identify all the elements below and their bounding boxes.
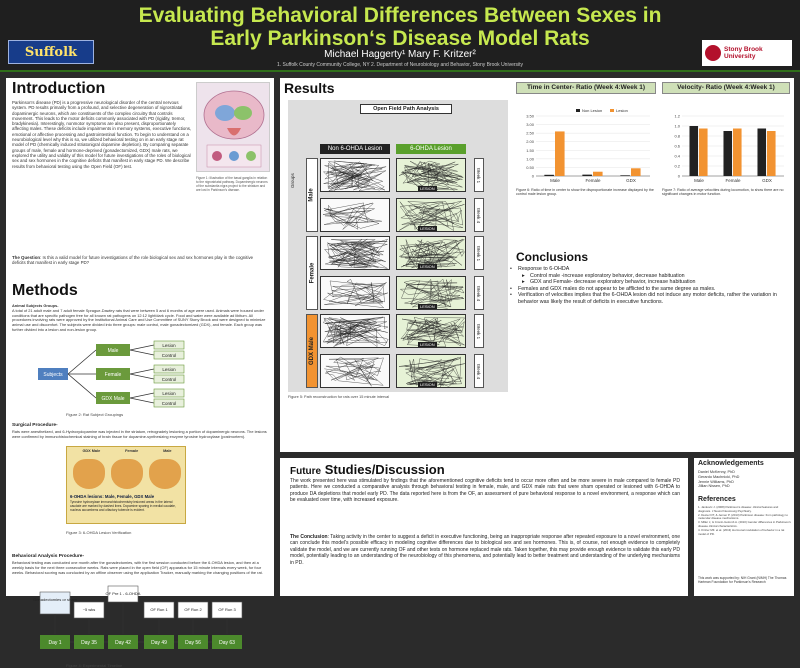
bar bbox=[699, 129, 708, 177]
future-paragraph-2 bbox=[290, 534, 680, 566]
rat-path bbox=[324, 161, 387, 191]
timeline-day-label: Day 56 bbox=[185, 640, 201, 646]
bar bbox=[723, 131, 732, 176]
rat-path bbox=[323, 317, 388, 347]
references-list bbox=[698, 506, 792, 536]
future-heading-word: Future bbox=[290, 466, 322, 477]
ack-name: Gerardo Machnicki, PhD bbox=[698, 474, 740, 479]
figure-7-caption: Figure 7: Ratio of average velocities during locomotion, to show there are no significant changes in motor function. bbox=[662, 188, 784, 197]
open-field-arena bbox=[320, 198, 390, 232]
bar bbox=[582, 175, 592, 176]
week-label: Week 4 bbox=[474, 354, 484, 388]
y-tick-label: 1.2 bbox=[674, 113, 680, 119]
y-tick-label: 2.00 bbox=[526, 139, 534, 145]
ack-name: Jillian Nissen, PhD bbox=[698, 484, 730, 489]
y-tick-label: 1.0 bbox=[674, 123, 680, 129]
suffolk-logo: Suffolk bbox=[8, 40, 94, 64]
time-in-center-chart bbox=[516, 82, 656, 226]
x-tick-label: Female bbox=[725, 178, 741, 183]
legend-label: Non Lesion bbox=[582, 108, 603, 113]
y-tick-label: 0.50 bbox=[526, 164, 534, 170]
column-header-non-lesion: Non 6-OHDA Lesion bbox=[320, 144, 390, 154]
open-field-arena bbox=[320, 276, 390, 310]
bar bbox=[631, 168, 641, 176]
question-text bbox=[12, 255, 267, 266]
subjects-label: Animal Subjects Groups- bbox=[12, 303, 59, 308]
lesion-label-male: Male bbox=[163, 449, 172, 453]
bar bbox=[757, 129, 766, 177]
groups-axis-label: Groups bbox=[290, 173, 295, 188]
left-panel bbox=[6, 78, 274, 668]
reference-item: 3. Miller J, & Cronin-Golomb A. (2010) Gender differences in Parkinson's disease clinical characteristics. bbox=[698, 520, 791, 528]
y-tick-label: 2.50 bbox=[526, 130, 534, 136]
subjects-body: A total of 21 adult male and 7 adult female Sprague-Dawley rats that were between 5 and 6 months of age were used. Animals were housed under conditions that are specific pathogen free for all known rat pathogens on 12:12 light/dark cycle. Food and water were available ad libitum. All procedures involving rats were approved by the Institutional Animal Care and Use Committee of SUNY Stony Brook and were designed to minimize animal use and discomfort. The subjects were divided into three groups: male control, male gonadectomized (GDX), and female. Each group was further divided into a lesion and non-lesion group. bbox=[12, 307, 266, 332]
brain-section-image bbox=[111, 459, 143, 489]
open-field-arena bbox=[320, 314, 390, 348]
timeline-box-label: ~5 wks bbox=[82, 607, 96, 612]
chart-1-plot bbox=[516, 106, 656, 186]
conclusion-item: • Response to 6-OHDA bbox=[510, 266, 788, 273]
figure-5-caption: Figure 5: Path reconstruction for rats over 15 minute interval bbox=[288, 395, 390, 399]
poster-title bbox=[120, 4, 680, 50]
rat-path bbox=[324, 357, 383, 386]
intro-heading: Introduction bbox=[12, 80, 106, 97]
methods-heading: Methods bbox=[12, 282, 78, 299]
timeline-box-label: Gonadectomies or sham bbox=[33, 597, 77, 602]
lesion-tag: LESION bbox=[420, 342, 435, 347]
y-tick-label: 0 bbox=[531, 173, 534, 179]
intro-text: Parkinson's disease (PD) is a progressive neurological disorder of the central nervous system. PD results primarily from a profound, and selective degeneration of nigrostriatal dopaminergic neurons, which are constituents of the complex circuitry that controls movement. This leads to the motor deficits commonly associated with PD (rigidity, tremor, bradykinesia). Interestingly, nonmotor symptoms are also present, disproportionately affecting males. These deficits include impairments in memory systems, executive functions, emotional or affective processing and gastrointestinal function. To begin to understand on a neurobiological level why this is so, we utilized behavioral testing on in an early stage rat model of PD (chemically induced striatonigral dopamine depletion). By comparing separate groups of male, female and hormone-deprived (gonadectomized, GDX) male rats, we explored the utility and validity of this model for future investigations of the roles of biological sex and sex hormones in the cognitive deficits that manifest in early stage PD. We describe results from behavioral testing using the Open Field (OF) test. bbox=[12, 100, 192, 169]
conclusion-item: • Verification of velocities implies that the 6-OHDA lesion did not induce any motor deficits, rather the variation in behavior was likely the result of deficits in executive functions. bbox=[510, 292, 788, 305]
lesion-tag: LESION bbox=[420, 382, 435, 387]
group-leaf-label: Control bbox=[161, 377, 177, 382]
stony-brook-seal-icon bbox=[705, 45, 721, 61]
x-tick-label: Male bbox=[694, 178, 704, 183]
rat-path bbox=[325, 239, 388, 268]
chart-2-plot bbox=[662, 106, 790, 186]
y-tick-label: 0.2 bbox=[674, 163, 680, 169]
timeline-box-label: OF Run 1 bbox=[150, 607, 168, 612]
bar bbox=[593, 172, 603, 176]
group-node-label: Male bbox=[107, 348, 119, 354]
groups-root-label: Subjects bbox=[43, 372, 63, 378]
open-field-arena bbox=[320, 354, 390, 388]
bar bbox=[733, 129, 742, 177]
question-label: The Question bbox=[12, 255, 41, 260]
y-tick-label: 0.6 bbox=[674, 143, 680, 149]
week-label: Week 4 bbox=[474, 198, 484, 232]
y-tick-label: 1.50 bbox=[526, 147, 534, 153]
conclusions-list bbox=[510, 266, 788, 306]
lesion-verification-figure bbox=[66, 446, 186, 524]
conclusion-body: : Taking activity in the center to suggest a deficit in executive functioning, being an inappropriate response after repeated exposure to a novel environment, one can conclude this model's possible efficacy in modeling cognitive differences due to biological sex and sex hormones. This is, of course, not enough evidence to completely validate the model, and we are currently running OF and other tests on hormone replaced male rats. Taken together, this may provide enough evidence to validate this early PD model, potentially leading to an understanding of the neurobiology of this phenomena, and potentially lead to better treatment and understanding of the underlying mechanisms in PD. bbox=[290, 534, 681, 566]
week-label: Week 1 bbox=[474, 158, 484, 192]
subject-groups-diagram bbox=[36, 340, 236, 410]
figure-1-caption: Figure 1: Illustration of the basal ganglia in relation to the nigrostriatal pathway. Dopaminergic neurons of the substantia nigra project to the striatum and are lost in Parkinson's disease. bbox=[196, 176, 268, 192]
lesion-tag: LESION bbox=[420, 304, 435, 309]
reference-item: 4. Kritzer MF. et al. (2013) Hormonal modulation of behavior in a rat model of PD. bbox=[698, 527, 785, 536]
timeline-day-label: Day 63 bbox=[219, 640, 235, 646]
surgical-label: Surgical Procedure- bbox=[12, 423, 58, 428]
row-label-male: Male bbox=[306, 158, 318, 232]
x-tick-label: GDX bbox=[762, 178, 772, 183]
week-label: Week 4 bbox=[474, 276, 484, 310]
figure-2-caption: Figure 2: Rat Subject Groupings bbox=[66, 412, 124, 417]
timeline-box-label: OF Run 2 bbox=[184, 607, 202, 612]
affiliations: 1. Suffolk County Community College, NY 2. Department of Neurobiology and Behavior, Stony Brook University bbox=[276, 62, 524, 68]
support-text: This work was supported by: NIH Grant (NIMH) The Thomas Hartman Foundation for Parkinson's Research bbox=[698, 576, 787, 585]
week-label: Week 1 bbox=[474, 314, 484, 348]
subjects-text bbox=[12, 304, 267, 333]
basal-ganglia-figure bbox=[196, 82, 270, 172]
timeline-day-label: Day 49 bbox=[151, 640, 167, 646]
question-body: : Is this a valid model for future investigations of the role biological sex and sex hormones play in the cognitive deficits that manifest in early stage PD? bbox=[12, 255, 254, 266]
group-leaf-label: Control bbox=[161, 401, 177, 406]
references-heading: References bbox=[698, 496, 736, 503]
lesion-label-female: Female bbox=[125, 449, 139, 453]
bar bbox=[767, 131, 776, 176]
open-field-title: Open Field Path Analysis bbox=[360, 104, 452, 114]
conclusion-item: • Females and GDX males do not appear to be afflicted to the same degree as males. bbox=[510, 286, 788, 293]
brain-section-image bbox=[149, 459, 181, 489]
open-field-figure bbox=[288, 100, 508, 392]
bar bbox=[620, 175, 630, 176]
timeline-day-label: Day 35 bbox=[81, 640, 97, 646]
reference-item: 1. Jankovic J. (2008) Parkinson's disease: clinical features and diagnosis. J Neurol Neurosurg Psychiatry. bbox=[698, 505, 779, 513]
conclusions-heading: Conclusions bbox=[516, 250, 589, 264]
timeline-box bbox=[40, 592, 70, 614]
timeline-diagram bbox=[33, 582, 246, 662]
future-heading-rest: Studies/Discussion bbox=[324, 462, 445, 477]
chart-2-title: Velocity- Ratio (Week 4:Week 1) bbox=[662, 82, 790, 94]
open-field-arena bbox=[320, 236, 390, 270]
brain-section-image bbox=[73, 459, 105, 489]
poster-banner bbox=[0, 0, 800, 72]
bar bbox=[555, 131, 565, 176]
y-tick-label: 0 bbox=[677, 173, 680, 179]
legend-label: Lesion bbox=[616, 108, 628, 113]
title-line-1: Evaluating Behavioral Differences Between Sexes in bbox=[138, 4, 662, 27]
authors: Michael Haggerty¹ Mary F. Kritzer² bbox=[324, 49, 476, 60]
group-leaf-label: Lesion bbox=[162, 343, 176, 348]
timeline-day-label: Day 42 bbox=[115, 640, 131, 646]
lesion-label-gdx: GDX Male bbox=[82, 449, 101, 453]
lesion-figure-title: 6-OHDA lesions: Male, Female, GDX Male bbox=[70, 494, 155, 499]
figure-6-caption: Figure 6: Ratio of time in center to show the disproportionate increase displayed by the control male lesion group. bbox=[516, 188, 654, 197]
open-field-arena bbox=[320, 158, 390, 192]
legend-swatch bbox=[610, 109, 614, 112]
legend-swatch bbox=[576, 109, 580, 112]
group-leaf-label: Lesion bbox=[162, 367, 176, 372]
column-header-lesion: 6-OHDA Lesion bbox=[396, 144, 466, 154]
title-line-2: Early Parkinson‘s Disease Model Rats bbox=[210, 27, 590, 50]
acknowledgements-panel bbox=[694, 458, 794, 596]
y-tick-label: 3.50 bbox=[526, 113, 534, 119]
future-studies-panel bbox=[280, 458, 688, 596]
lesion-tag: LESION bbox=[420, 226, 435, 231]
conclusion-item: ▸ GDX and Female- decrease exploratory behavior, increase habituation bbox=[510, 279, 788, 286]
procedure-label: Behavioral Analysis Procedure- bbox=[12, 554, 85, 559]
ack-name: Daniel McKenny, PhD bbox=[698, 470, 735, 474]
group-leaf-label: Control bbox=[161, 353, 177, 358]
x-tick-label: GDX bbox=[626, 178, 636, 183]
y-tick-label: 0.8 bbox=[674, 133, 680, 139]
future-paragraph-1: The work presented here was stimulated by findings that the aforementioned cognitive deficits tend to occur more often and be more severe in male compared to female PD patients. Here we conducted a comparative analysis through behavioral testing in female, male, and GDX male rats that were sham operated or lesioned with 6-OHDA to produce DA depletions that model early PD. The data reported here is from the OF, an assessment of pure behavioral response to a novel environment, a response which can be evaluated over time, with increased exposure. bbox=[290, 478, 680, 504]
group-node-label: GDX Male bbox=[101, 396, 125, 402]
figure-3-caption: Figure 3: 6-OHDA Lesion Verification bbox=[66, 530, 132, 535]
y-tick-label: 1.00 bbox=[526, 156, 534, 162]
results-panel bbox=[280, 78, 794, 452]
figure-4-caption: Figure 4: Experimental Timeline bbox=[66, 663, 123, 668]
lesion-tag: LESION bbox=[420, 186, 435, 191]
row-label-gdx-male: GDX Male bbox=[306, 314, 318, 388]
x-tick-label: Female bbox=[585, 178, 601, 183]
group-leaf-label: Lesion bbox=[162, 391, 176, 396]
reference-item: 2. Dexter DT, & Jenner P. (2013) Parkinson disease: from pathology to molecular disease mechanisms. bbox=[698, 512, 788, 521]
velocity-chart bbox=[662, 82, 790, 226]
y-tick-label: 3.00 bbox=[526, 122, 534, 128]
rat-path bbox=[324, 279, 388, 307]
lesion-figure-note: Tyrosine hydroxylase immunohistochemistry lesioned areas in the lateral caudate are marked by dashed lines. Dopamine sparing in medial caudate, nucleus accumbens and olfactory tubercle is evident. bbox=[70, 500, 176, 512]
chart-1-title: Time in Center- Ratio (Week 4:Week 1) bbox=[516, 82, 656, 94]
results-heading: Results bbox=[284, 80, 335, 96]
week-label: Week 1 bbox=[474, 236, 484, 270]
conclusion-item: ▸ Control male -increase exploratory behavior, decrease habituation bbox=[510, 273, 788, 280]
bar bbox=[544, 175, 554, 176]
ack-heading: Acknowledgements bbox=[698, 460, 764, 467]
timeline-box-label: OF Run 3 bbox=[218, 607, 236, 612]
future-heading bbox=[290, 462, 445, 477]
row-label-female: Female bbox=[306, 236, 318, 310]
procedure-text: Behavioral testing was conducted one month after the gonadectomies, with the first session conducted before the 6-OHDA lesion, and then at a weekly basis for the next three consecutive weeks. Rats were placed in the open field (OF) apparatus for 15 minute intervals every week, for four weeks. Behavioral scoring was conducted by an offline observer using the application Tracker, manually marking the changing positions of the rat. bbox=[12, 560, 263, 575]
x-tick-label: Male bbox=[550, 178, 560, 183]
rat-path bbox=[323, 203, 382, 230]
group-node-label: Female bbox=[104, 372, 122, 378]
ack-name: Jennie Williams, PhD bbox=[698, 479, 734, 484]
lesion-tag: LESION bbox=[420, 264, 435, 269]
surgical-text: Rats were anesthetized, and 6-Hydroxydopamine was injected in the striatum, retrogradely lesioning a portion of dopaminergic neurons. The lesions were confirmed by immunohistochemical staining of brain tissue for dopamine-synthesizing enzyme tyrosine hydroxylase (postmortem). bbox=[12, 429, 267, 439]
ack-names bbox=[698, 470, 739, 489]
timeline-day-label: Day 1 bbox=[48, 640, 62, 646]
y-tick-label: 0.4 bbox=[674, 153, 680, 159]
bar bbox=[689, 126, 698, 176]
conclusion-label: The Conclusion bbox=[290, 534, 328, 540]
timeline-box-label: OF Pre 1 - 6-OHDA bbox=[105, 591, 141, 596]
stony-brook-logo: Stony Brook University bbox=[702, 40, 792, 66]
